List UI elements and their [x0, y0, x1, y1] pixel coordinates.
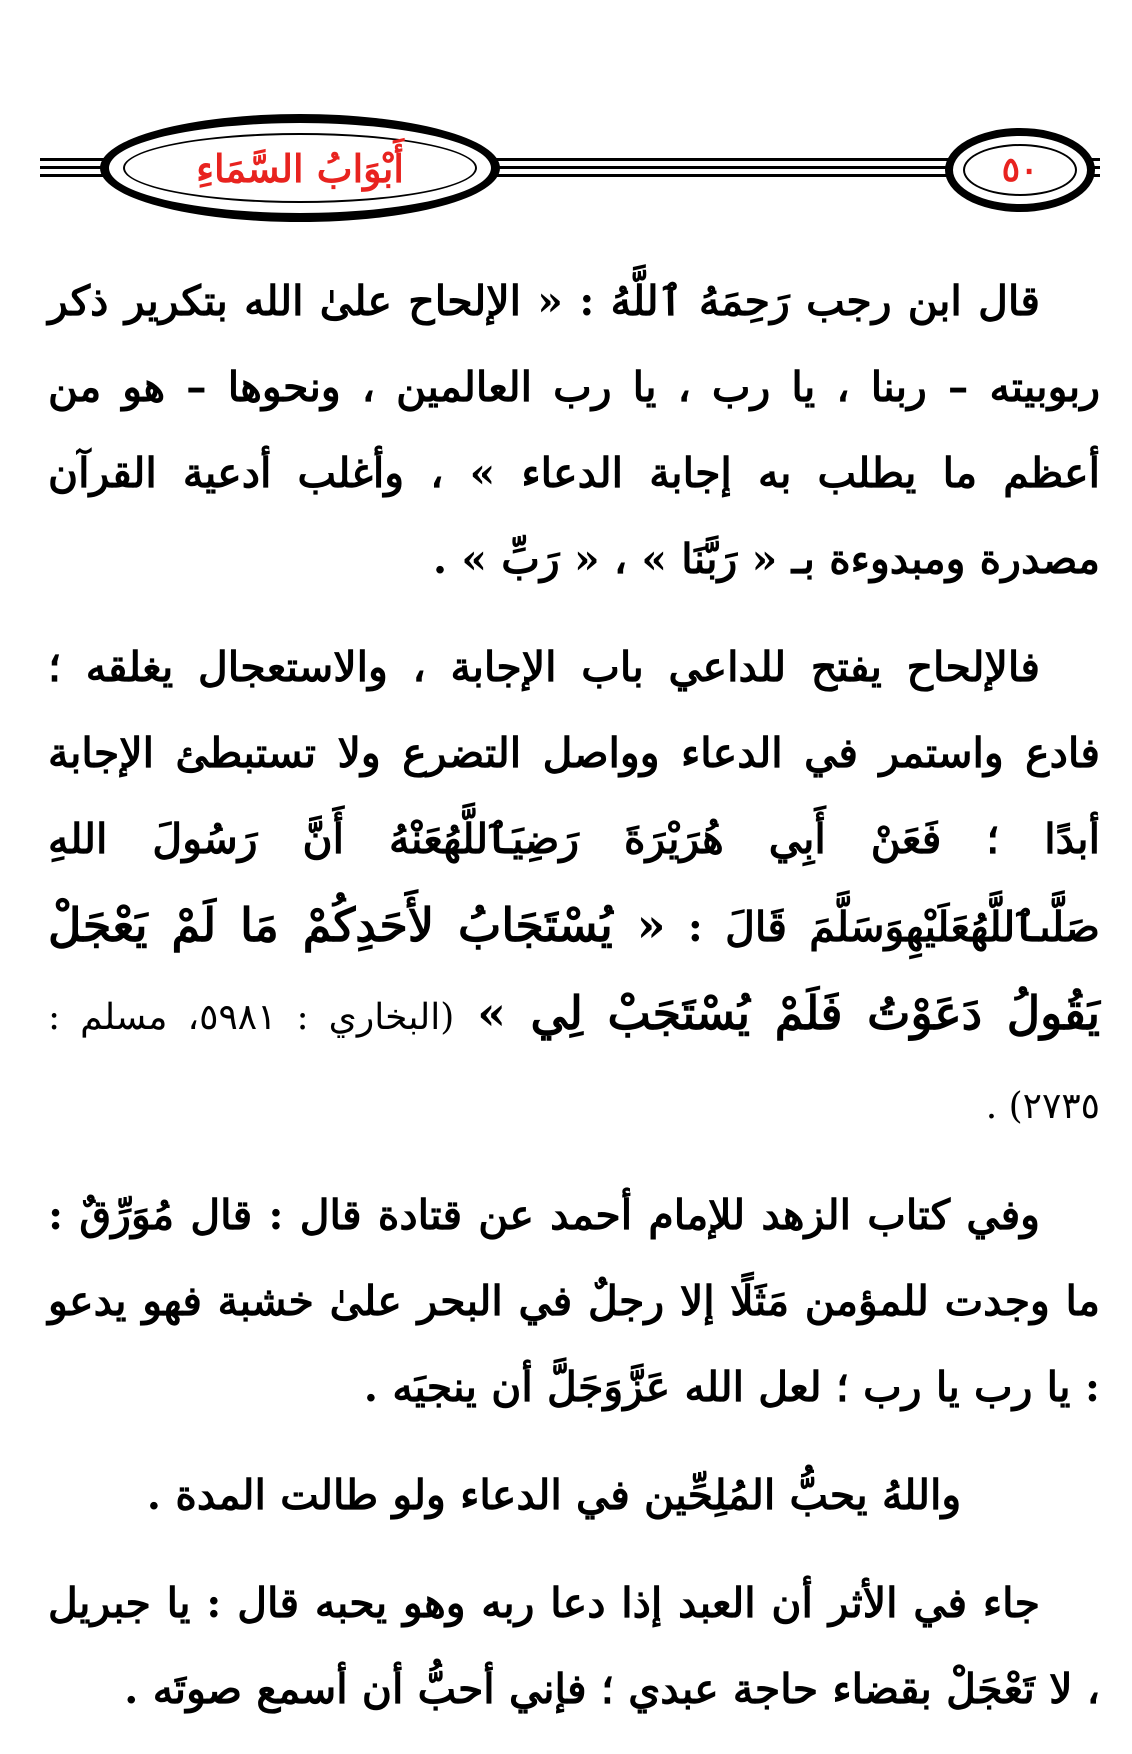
paragraph-allah-loves: واللهُ يحبُّ المُلِحِّين في الدعاء ولو طالت المدة .	[146, 1471, 962, 1519]
page-body	[48, 258, 1100, 1754]
hadith-reference: (البخاري : ٥٩٨١، مسلم : ٢٧٣٥) .	[48, 997, 1100, 1127]
page-header	[40, 100, 1100, 230]
paragraph-insistence	[48, 624, 1100, 1150]
chapter-title-frame	[100, 114, 500, 222]
paragraph-zuhd: وفي كتاب الزهد للإمام أحمد عن قتادة قال : قال مُوَرِّقٌ : ما وجدت للمؤمن مَثَلًا إلا رجلٌ في البحر علىٰ خشبة فهو يدعو : يا رب يا رب ؛ لعل الله عَزَّوَجَلَّ أن ينجيَه .	[48, 1191, 1100, 1411]
hadith-text: « يُسْتَجَابُ لأَحَدِكُمْ مَا لَمْ يَعْجَلْ يَقُولُ دَعَوْتُ فَلَمْ يُسْتَجَبْ لِي »	[48, 898, 1100, 1040]
paragraph-athar: جاء في الأثر أن العبد إذا دعا ربه وهو يحبه قال : يا جبريل ، لا تَعْجَلْ بقضاء حاجة عبدي ؛ فإني أحبُّ أن أسمع صوتَه .	[48, 1579, 1100, 1713]
chapter-title: أَبْوَابُ السَّمَاءِ	[196, 145, 404, 191]
paragraph-insistence-intro: فالإلحاح يفتح للداعي باب الإجابة ، والاستعجال يغلقه ؛ فادع واستمر في الدعاء وواصل التضرع ولا تستبطئ الإجابة أبدًا ؛ فَعَنْ أَبِي هُرَيْرَةَ رَضِيَٱللَّهُعَنْهُ أَنَّ رَسُولَ اللهِ صَلَّىٱللَّهُعَلَيْهِوَسَلَّمَ قَالَ :	[48, 643, 1100, 951]
paragraph-ibn-rajab: قال ابن رجب رَحِمَهُ ٱللَّهُ : « الإلحاح علىٰ الله بتكرير ذكر ربوبيته – ربنا ، يا رب ، يا رب العالمين ، ونحوها – هو من أعظم ما يطلب به إجابة الدعاء » ، وأغلب أدعية القرآن مصدرة ومبدوءة بـ « رَبَّنَا » ، « رَبِّ » .	[48, 277, 1100, 583]
page-number-frame	[945, 128, 1095, 212]
page-number: ٥٠	[1001, 150, 1039, 190]
